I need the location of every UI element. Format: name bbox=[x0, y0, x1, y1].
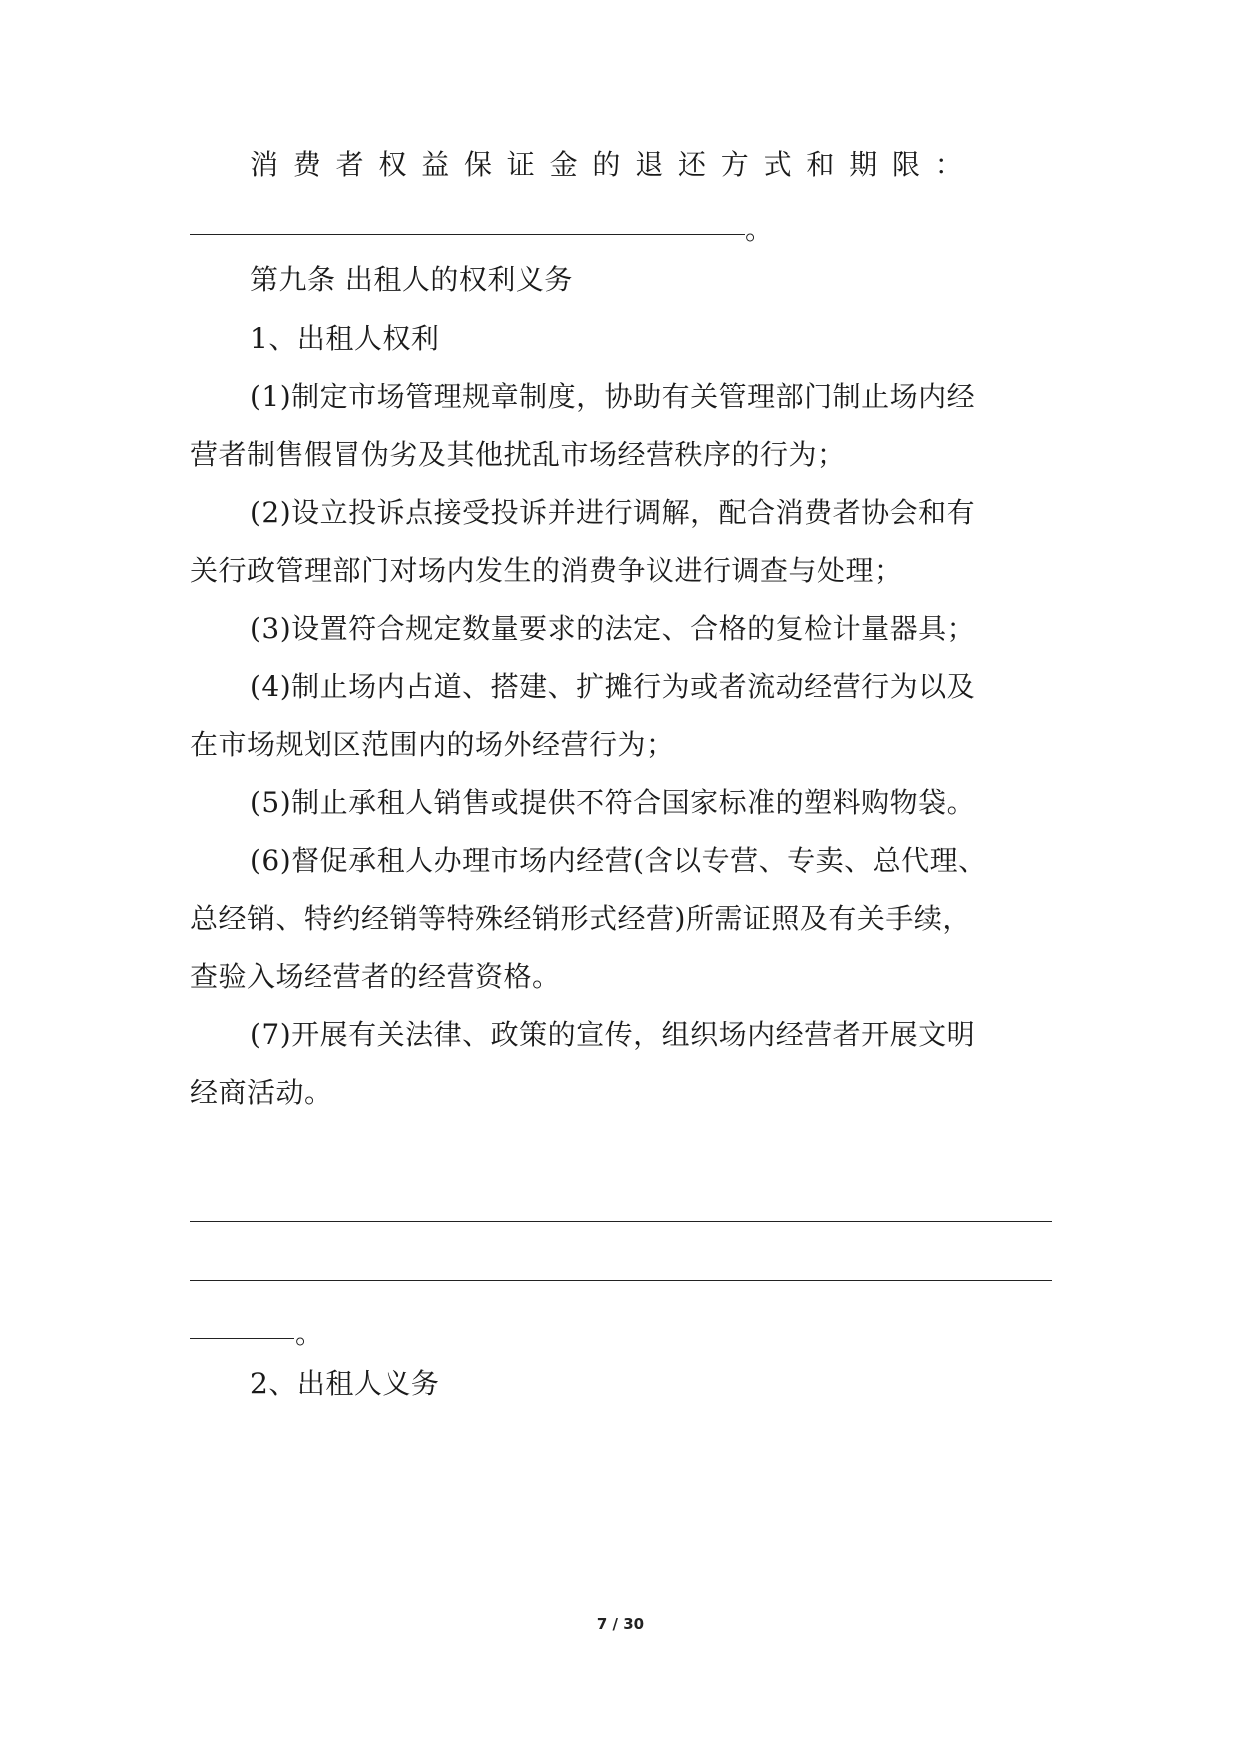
deposit-period-mark: 。 bbox=[745, 213, 774, 246]
rights-item-6-line-2: 总经销、特约经销等特殊经销形式经营)所需证照及有关手续， bbox=[190, 902, 971, 935]
rights-item-2-line-2: 关行政管理部门对场内发生的消费争议进行调查与处理； bbox=[190, 554, 903, 587]
blank-period-mark: 。 bbox=[295, 1317, 324, 1350]
rights-item-6-line-3: 查验入场经营者的经营资格。 bbox=[190, 960, 561, 993]
rights-item-4-line-1: (4)制止场内占道、搭建、扩摊行为或者流动经营行为以及 bbox=[250, 670, 976, 703]
rights-item-2-line-1: (2)设立投诉点接受投诉并进行调解，配合消费者协会和有 bbox=[250, 496, 976, 529]
rights-item-4-line-2: 在市场规划区范围内的场外经营行为； bbox=[190, 728, 675, 761]
rights-item-3: (3)设置符合规定数量要求的法定、合格的复检计量器具； bbox=[250, 612, 976, 645]
rights-item-1-line-2: 营者制售假冒伪劣及其他扰乱市场经营秩序的行为； bbox=[190, 438, 846, 471]
fill-in-blank-line-3 bbox=[190, 1338, 294, 1339]
fill-in-blank-line-2 bbox=[190, 1280, 1052, 1281]
rights-item-7-line-1: (7)开展有关法律、政策的宣传，组织场内经营者开展文明 bbox=[250, 1018, 976, 1051]
deposit-return-line: 消费者权益保证金的退还方式和期限： bbox=[250, 148, 978, 181]
rights-item-1-line-1: (1)制定市场管理规章制度，协助有关管理部门制止场内经 bbox=[250, 380, 976, 413]
fill-in-blank-deposit bbox=[190, 234, 745, 235]
rights-item-7-line-2: 经商活动。 bbox=[190, 1076, 333, 1109]
rights-heading: 1、出租人权利 bbox=[250, 322, 440, 355]
page-number: 7 / 30 bbox=[596, 1615, 645, 1633]
fill-in-blank-line-1 bbox=[190, 1221, 1052, 1222]
article-title: 第九条 出租人的权利义务 bbox=[250, 263, 573, 296]
rights-item-5: (5)制止承租人销售或提供不符合国家标准的塑料购物袋。 bbox=[250, 786, 976, 819]
rights-item-6-line-1: (6)督促承租人办理市场内经营(含以专营、专卖、总代理、 bbox=[250, 844, 987, 877]
duties-heading: 2、出租人义务 bbox=[250, 1367, 440, 1400]
